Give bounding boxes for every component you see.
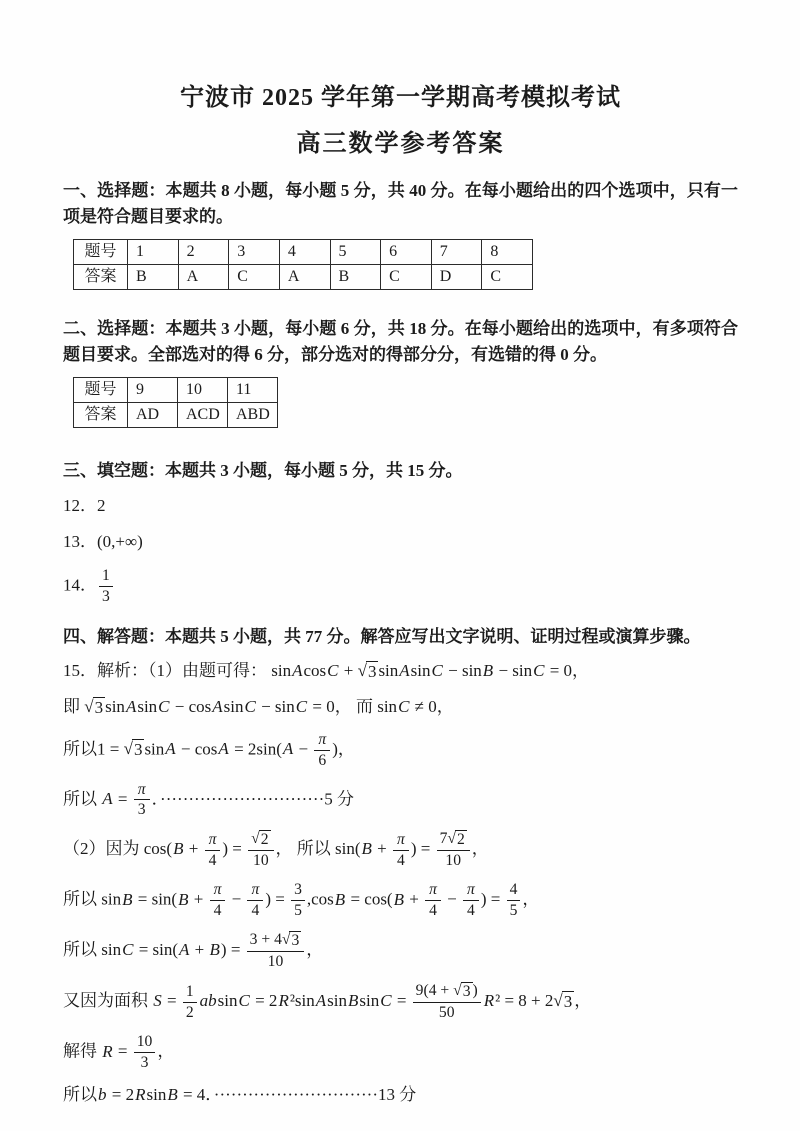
section3-heading: 三、填空题：本题共 3 小题，每小题 5 分，共 15 分。: [63, 461, 463, 480]
fraction: $\frac{\pi}{6}$: [314, 731, 330, 770]
row-label-cell: 题号: [74, 378, 128, 403]
fraction: $\frac{10}{3}$: [134, 1033, 156, 1072]
table-row: [74, 240, 533, 265]
fraction: $\frac{\pi}{4}$: [393, 831, 409, 870]
question-number-cell: 2: [178, 240, 229, 265]
question-number-cell: 7: [431, 240, 482, 265]
radical: √ 2: [447, 830, 465, 849]
question-number-cell: 5: [330, 240, 381, 265]
row-label-cell: 答案: [74, 265, 128, 290]
fill-answer-line: 14． $\frac{1}{3}$: [63, 567, 738, 606]
question-number-cell: 1: [128, 240, 179, 265]
answer-cell: D: [431, 265, 482, 290]
fill-answer-line: 12．2: [63, 495, 106, 515]
solution-line: （2）因为 cos(B + $\frac{\pi}{4}$ ) = √ 2 10 ， 所以 sin(B + $\frac{\pi}{4}$ ) = 7 √ 2 10 ，: [63, 830, 489, 870]
solution-line: 15．解析：（1）由题可得： sinAcosC + √ 3 sinAsinC − sinB − sinC = 0，: [63, 661, 590, 682]
solution-line: 又因为面积 S = $\frac{1}{2}$ absinC = 2R²sinAsinBsinC = 9(4 + √ 3 ) 50 R² = 8 + 2 √ 3 ，: [63, 982, 592, 1022]
row-label-cell: 答案: [74, 403, 128, 428]
answer-cell: ACD: [178, 403, 228, 428]
answer-table-2: [73, 377, 278, 428]
question-number-cell: 10: [178, 378, 228, 403]
row-label-cell: 题号: [74, 240, 128, 265]
fraction: $\frac{\pi}{4}$: [463, 881, 479, 920]
radical: √ 3: [281, 931, 300, 950]
section1-heading: 一、选择题：本题共 8 小题，每小题 5 分，共 40 分。在每小题给出的四个选项中，只有一项是符合题目要求的。: [63, 181, 738, 226]
question-number-cell: 8: [482, 240, 533, 265]
section4-heading: 四、解答题：本题共 5 小题，共 77 分。解答应写出文字说明、证明过程或演算步骤。: [63, 626, 701, 646]
solution-line: 即 √ 3 sinAsinC − cosAsinC − sinC = 0， 而 sinC ≠ 0，: [63, 696, 454, 717]
fraction: $\frac{4}{5}$: [507, 881, 521, 920]
answer-cell: C: [229, 265, 280, 290]
fraction: $\frac{\pi}{4}$: [247, 881, 263, 920]
question-number-cell: 11: [228, 378, 278, 403]
solution-line: 解得 R = $\frac{10}{3}$ ，: [63, 1033, 175, 1072]
fraction: 3 + 4 √ 3 10: [247, 931, 305, 971]
answer-cell: C: [381, 265, 432, 290]
fraction: 9(4 + √ 3 ) 50: [413, 982, 481, 1022]
radical: √ 3: [84, 696, 104, 717]
fraction: $\frac{\pi}{3}$: [134, 781, 150, 820]
question-number-cell: 3: [229, 240, 280, 265]
radical: √ 3: [357, 661, 377, 682]
answer-cell: C: [482, 265, 533, 290]
question-number-cell: 6: [381, 240, 432, 265]
solution-line: 所以1 = √ 3 sinA − cosA = 2sin(A − $\frac{\pi}{6}$ )，: [63, 730, 355, 769]
fraction: $\frac{\pi}{4}$: [205, 831, 221, 870]
answer-cell: B: [330, 265, 381, 290]
table-row: [74, 265, 533, 290]
fill-in-answers: [63, 494, 738, 606]
answer-table-1: [73, 239, 533, 290]
solution-line: 所以b = 2RsinB = 4．·····························13 分: [63, 1085, 417, 1105]
fraction: $\frac{1}{3}$: [99, 567, 113, 606]
question-number-cell: 9: [128, 378, 178, 403]
table-row: [74, 403, 278, 428]
answer-cell: AD: [128, 403, 178, 428]
answer-cell: A: [178, 265, 229, 290]
question-number-cell: 4: [279, 240, 330, 265]
radical: √ 3: [123, 738, 143, 759]
solution-line: 所以 sinB = sin(B + $\frac{\pi}{4}$ − $\frac{\pi}{4}$ ) = $\frac{3}{5}$ ,cosB = cos(B + $\frac{\pi}{4}$ − $\frac{\pi}{4}$ ) = $\frac{4}{5}$ ，: [63, 881, 540, 920]
fraction: √ 2 10: [248, 830, 273, 870]
answer-cell: B: [128, 265, 179, 290]
fraction: 7 √ 2 10: [437, 830, 470, 870]
solution-line: 所以 sinC = sin(A + B) = 3 + 4 √ 3 10 ，: [63, 931, 324, 971]
radical: √ 3: [453, 982, 471, 1001]
section2-heading: 二、选择题：本题共 3 小题，每小题 6 分，共 18 分。在每小题给出的选项中，有多项符合题目要求。全部选对的得 6 分，部分选对的得部分分，有选错的得 0 分。: [63, 319, 738, 364]
radical: √ 2: [251, 830, 269, 849]
answer-cell: A: [279, 265, 330, 290]
answer-cell: ABD: [228, 403, 278, 428]
solution-q15: [63, 659, 738, 1108]
radical: √ 3: [553, 991, 573, 1012]
fill-answer-line: 13．(0,+∞): [63, 532, 143, 552]
fraction: $\frac{1}{2}$: [183, 983, 197, 1022]
fraction: $\frac{\pi}{4}$: [210, 881, 226, 920]
solution-line: 所以 A = $\frac{\pi}{3}$ ．·····························5 分: [63, 780, 354, 819]
fraction: $\frac{\pi}{4}$: [425, 881, 441, 920]
table-row: [74, 378, 278, 403]
fraction: $\frac{3}{5}$: [291, 881, 305, 920]
answers-title: 高三数学参考答案: [296, 131, 505, 157]
exam-title: 宁波市 2025 学年第一学期高考模拟考试: [180, 85, 621, 111]
